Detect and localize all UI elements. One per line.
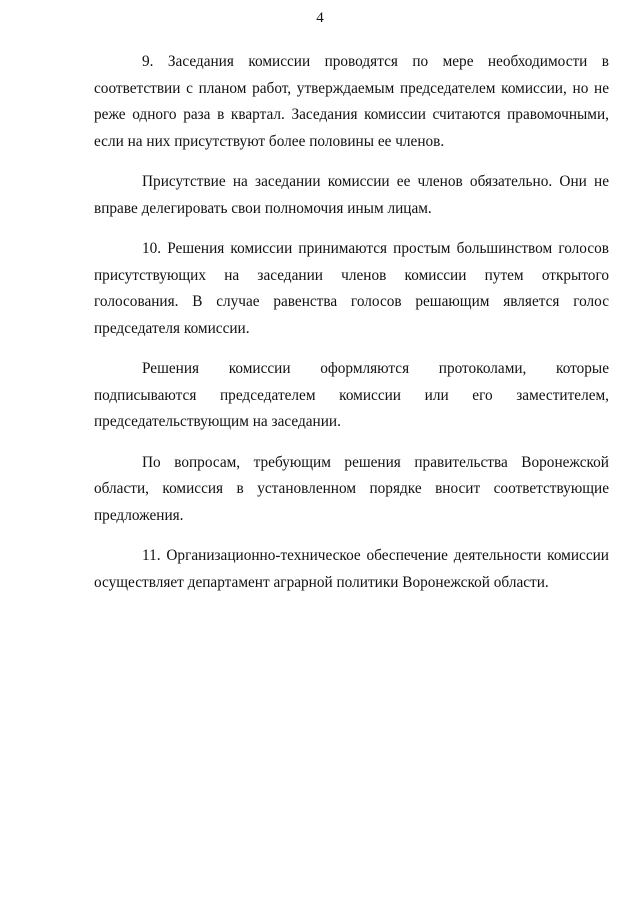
paragraph-item-9: 9. Заседания комиссии проводятся по мере необходимости в соответствии с планом работ, утверждаемым председателем комиссии, но не реже одного раза в квартал. Заседания комиссии считаются правомочными, если на них присутствуют более половины ее членов. [94,53,609,150]
paragraph-protocols: Решения комиссии оформляются протоколами, которые подписываются председателем комиссии или его заместителем, председательствующим на заседании. [94,360,609,430]
document-body [94,49,609,610]
paragraph-attendance: Присутствие на заседании комиссии ее членов обязательно. Они не вправе делегировать свои полномочия иным лицам. [94,173,609,217]
paragraph-item-10: 10. Решения комиссии принимаются простым большинством голосов присутствующих на заседании членов комиссии путем открытого голосования. В случае равенства голосов решающим является голос председателя комиссии. [94,240,609,337]
page-number: 4 [316,10,324,26]
paragraph-item-11: 11. Организационно-техническое обеспечение деятельности комиссии осуществляет департамент аграрной политики Воронежской области. [94,547,609,591]
paragraph-proposals: По вопросам, требующим решения правительства Воронежской области, комиссия в установленном порядке вносит соответствующие предложения. [94,453,609,524]
